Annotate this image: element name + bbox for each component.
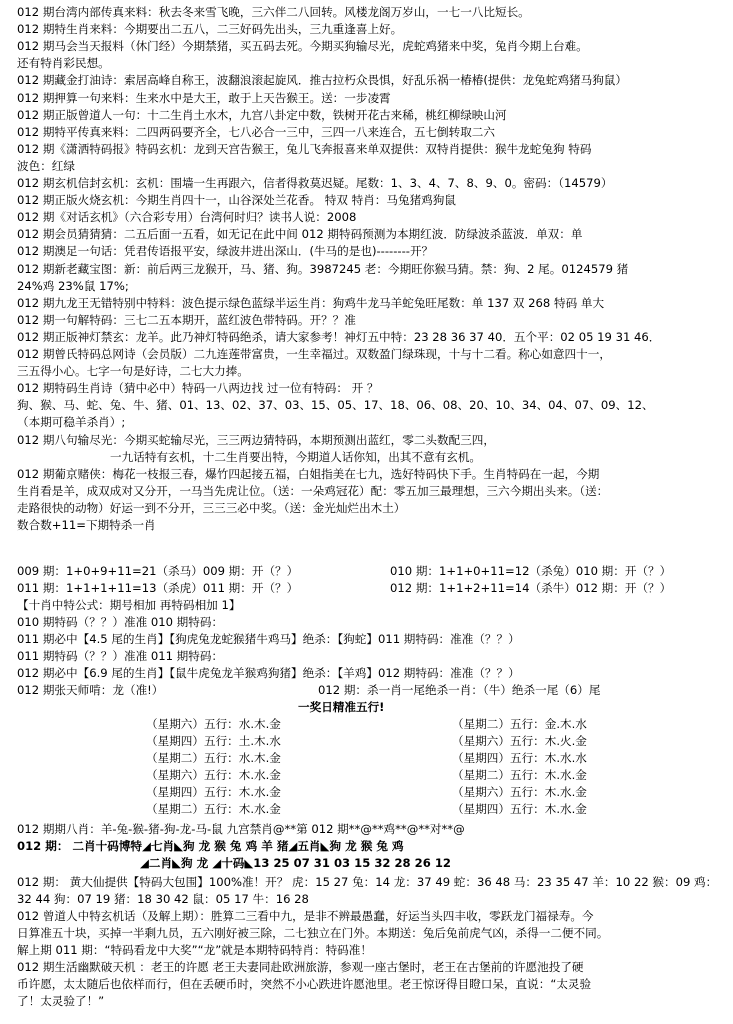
huang-daxian-line-2: 32 44 狗：07 19 猪：18 30 42 鼠：05 17 牛：16 28	[17, 892, 309, 906]
text-line: 012 期藏金打油诗：索居高峰自称王，波翻浪滚起旋风．推古拉朽众畏惧，好乱乐祸一椿椿(提供：龙兔蛇鸡猪马狗鼠）	[17, 73, 628, 88]
text-line: 012 期特生肖来料：今期要出二五八，二三好码先出头，三九重逢喜上好。	[17, 22, 403, 37]
wuxing-right-item: （星期二）五行：金.木.水	[452, 717, 587, 731]
zhang-right: 012 期：杀一肖一尾绝杀一肖：（牛）绝杀一尾（6）尾	[318, 683, 601, 697]
text-line: 一九话特有玄机，十二生肖要出特，今期道人话你知，出其不意有玄机。	[110, 449, 482, 464]
text-line: 生肖看是羊，成双成对又分开，一马当先虎让位。（送：一朵鸡冠花）配：零五加三最理想，三六今期出头来。（送：	[17, 483, 609, 498]
text-line: 24%鸡 23%鼠 17%;	[17, 278, 129, 293]
text-line: 012 期特平传真来料：二四两码要齐全，七八必合一三中，三四一八来连合，五七倒转取二六	[17, 124, 495, 139]
formula-title: 【十肖中特公式：期号相加 再特码相加 1】	[17, 598, 241, 612]
text-line: 012 期八句输尽光：今期买蛇输尽光，三三两边猜特码，本期预测出蓝红，零二头数配三四，	[17, 432, 495, 447]
text-line: 数合数+11=下期特杀一肖	[17, 518, 156, 532]
wuxing-left-item: （星期六）五行：水.木.金	[146, 717, 281, 731]
text-line: 012 期九龙王无错特别中特料：波色提示绿色蓝绿半运生肖：狗鸡牛龙马羊蛇兔旺尾数：单 137 双 268 特码 单大	[17, 295, 605, 310]
ba-xiao-line: 012 期期八肖：羊-兔-猴-猪-狗-龙-马-鼠 九宫禁肖@**第 012 期**@**鸡**@**对**@	[17, 822, 465, 836]
text-line: 狗、猴、马、蛇、兔、牛、猪、01、13、02、37、03、15、05、17、18、06、08、20、10、34、04、07、09、12、	[17, 398, 654, 413]
wuxing-right-item: （星期六）五行：木.火.金	[452, 734, 587, 748]
huang-daxian-line: 012 期： 黄大仙提供【特码大包围】100%准！开？ 虎：15 27 兔：14 龙：37 49 蛇：36 48 马：23 35 47 羊：10 22 猴：09 鸡：	[17, 875, 718, 889]
text-line: 012 期葡京赌侠：梅花一枝报三春，爆竹四起接五福，白姐指美在七九，选好特码快下手。生肖特码在一起，今期	[17, 466, 600, 481]
text-line: 012 期澳足一句话：凭君传语报平安，绿波井进出深山．(牛马的是也)--------开？	[17, 244, 434, 259]
formula-line: 011 期必中【4.5 尾的生肖】【狗虎兔龙蛇猴猪牛鸡马】绝杀：【狗蛇】011 期特码：准准（？？）	[17, 632, 520, 646]
humor-line-2: 币许愿，太太随后也依样而行，但在丢硬币时，突然不小心跌进许愿池里。老王惊讶得目瞪口呆，直说：“太灵验	[17, 977, 592, 991]
text-line: 012 期马会当天报料（休门经）今期禁猪，买五码去死。今期买狗输尽光，虎蛇鸡猪来中奖，兔肖今期上台难。	[17, 39, 588, 54]
jie-shangqi-line: 解上期 011 期：“特码看龙中大奖”“龙”就是本期特码特肖：特码准！	[17, 943, 372, 957]
text-line: 012 期《潇洒特码报》特码玄机：龙到天宫告猴王，兔儿飞奔报喜来单双提供：双特肖提供：猴牛龙蛇兔狗 特码	[17, 141, 592, 156]
wuxing-left-item: （星期二）五行：水.木.金	[146, 751, 281, 765]
zeng-daoren-line: 012 曾道人中特玄机话（及解上期）：胜算二三看中九，是非不辨最愚蠢，好运当头四丰收，零跃龙门福禄寿。今	[17, 909, 594, 923]
wuxing-title: 一奖日精准五行!	[298, 700, 385, 714]
kill-row-2-right: 012 期：1+1+2+11=14（杀牛）012 期：开（？）	[390, 581, 672, 595]
wuxing-right-item: （星期二）五行：木.水.金	[452, 768, 587, 782]
text-line: 012 期《对话玄机》（六合彩专用）台湾何时归？读书人说：2008	[17, 210, 357, 225]
text-line: 012 期正版火烧玄机：今期生肖四十一，山谷深处兰花香。 特双 特肖：马兔猪鸡狗鼠	[17, 193, 456, 208]
text-line: （本期可稳羊杀肖）;	[17, 415, 126, 430]
text-line: 012 期玄机信封玄机：玄机：围墙一生再跟六，信者得救莫迟疑。尾数：1、3、4、7、8、9、0。密码：（14579）	[17, 176, 613, 190]
text-line: 012 期正版曾道人一句：十二生肖土水木，九宫八卦定中数，铁树开花古来稀，桃红柳绿映山河	[17, 107, 507, 122]
wuxing-left-item: （星期四）五行：木.水.金	[146, 785, 281, 799]
formula-line: 011 期特码（？？）准准 011 期特码：	[17, 649, 224, 663]
text-line: 走路很快的动物）好运一到不分开，三三三必中奖。（送：金光灿烂出木土）	[17, 500, 406, 515]
humor-line: 012 期生活幽默破天机 ：老王的许愿 老王夫妻同赴欧洲旅游，参观一座古堡时，老王在古堡前的许愿池投了硬	[17, 960, 584, 974]
text-line: 波色：红绿	[17, 158, 75, 173]
er-xiao-line: 012 期： 二肖十码博特◢七肖◣狗 龙 猴 兔 鸡 羊 猪◢五肖◣狗 龙 猴 兔 鸡	[17, 839, 404, 853]
text-line: 还有特肖彩民想。	[17, 56, 110, 71]
humor-line-3: 了！太灵验了！”	[17, 994, 105, 1008]
zhang-left: 012 期张天师啃：龙（准!）	[17, 683, 164, 697]
text-line: 012 期特码生肖诗（猜中必中）特码一八两边找 过一位有特码： 开 ？	[17, 381, 379, 396]
wuxing-right-item: （星期六）五行：木.水.金	[452, 785, 587, 799]
kill-row-2-left: 011 期：1+1+1+11=13（杀虎）011 期：开（？）	[17, 581, 299, 595]
kill-row-1-right: 010 期：1+1+0+11=12（杀兔）010 期：开（？）	[390, 564, 672, 578]
shi-ma-line: ◢二肖◣狗 龙 ◢十码◣13 25 07 31 03 15 32 28 26 12	[140, 856, 451, 870]
text-line: 012 期新老藏宝图：新：前后两三龙猴开，马、猪、狗。3987245 老：今期旺你猴马猜。禁：狗、2 尾。0124579 猪	[17, 261, 629, 276]
zeng-daoren-line-2: 日算准五十块，买掉一半剩九员，五六刚好被三除，二七独立在门外。本期送：兔后兔前虎气凶，杀得一二便不同。	[17, 926, 609, 940]
text-line: 012 期曾氏特码总网诗（会员版）二九连莲带富贵，一生幸福过。双数盈门绿珠现，十与十二看。称心如意四十一，	[17, 347, 611, 361]
text-line: 三五得小心。七字一句是好诗，二七大力捧。	[17, 364, 249, 379]
text-line: 012 期正版神灯禁玄：龙羊。此乃神灯特码绝杀，请大家参考！神灯五中特：23 28 36 37 40．五个平：02 05 19 31 46．	[17, 329, 661, 344]
formula-line: 012 期必中【6.9 尾的生肖】【鼠牛虎兔龙羊猴鸡狗猪】绝杀：【羊鸡】012 期特码：准准（？？）	[17, 666, 520, 680]
text-line: 012 期台湾内部传真来料：秋去冬来雪飞晚，三六伴二八回转。风楼龙阁万岁山，一七一八比短长。	[17, 5, 530, 19]
text-line: 012 期一句解特码：三七二五本期开，蓝红波色带特码。开？？准	[17, 312, 356, 327]
wuxing-left-item: （星期六）五行：木.水.金	[146, 768, 281, 782]
text-line: 012 期会员猜猜猜：二五后面一五看，如无记在此中间 012 期特码预测为本期红波．防绿波杀蓝波．单双：单	[17, 227, 583, 242]
wuxing-right-item: （星期四）五行：木.水.金	[452, 802, 587, 816]
wuxing-left-item: （星期四）五行：土.木.水	[146, 734, 281, 748]
formula-line: 010 期特码（？？）准准 010 期特码：	[17, 615, 224, 629]
wuxing-left-item: （星期二）五行：木.水.金	[146, 802, 281, 816]
kill-row-1-left: 009 期：1+0+9+11=21（杀马）009 期：开（？）	[17, 564, 299, 578]
text-line: 012 期押算一句来料：生来水中是大王，敢于上天告猴王。送：一步凌霄	[17, 90, 391, 105]
wuxing-right-item: （星期四）五行：木.水.水	[452, 751, 587, 765]
